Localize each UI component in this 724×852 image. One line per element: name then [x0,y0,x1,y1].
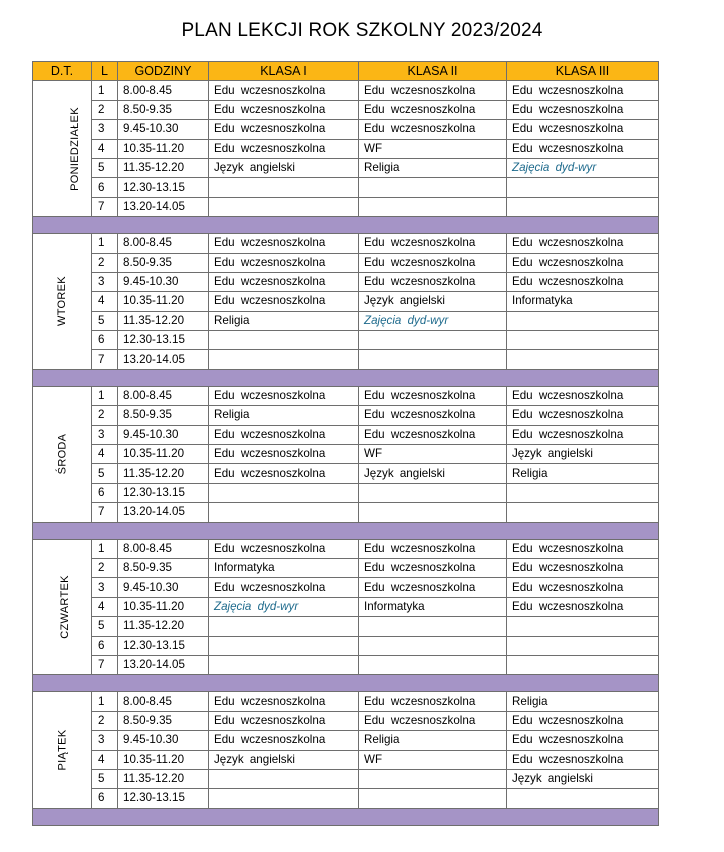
lesson-number: 2 [92,711,118,730]
class-3-subject: Edu wczesnoszkolna [507,100,659,119]
lesson-time: 11.35-12.20 [118,311,209,330]
table-row [33,386,659,405]
class-3-subject [507,178,659,197]
lesson-number: 6 [92,789,118,808]
table-row [33,617,659,636]
class-2-subject [359,636,507,655]
class-2-subject [359,503,507,522]
table-row [33,292,659,311]
table-row [33,425,659,444]
lesson-time: 12.30-13.15 [118,178,209,197]
table-row [33,769,659,788]
class-1-subject [209,503,359,522]
class-1-subject: Edu wczesnoszkolna [209,272,359,291]
table-row [33,253,659,272]
class-2-subject: Edu wczesnoszkolna [359,386,507,405]
table-row [33,81,659,100]
table-row [33,711,659,730]
table-row [33,120,659,139]
lesson-time: 8.00-8.45 [118,386,209,405]
lesson-number: 1 [92,539,118,558]
table-row [33,464,659,483]
lesson-time: 11.35-12.20 [118,158,209,177]
lesson-number: 6 [92,178,118,197]
separator-cell [33,522,659,539]
lesson-time: 8.00-8.45 [118,539,209,558]
class-1-subject: Język angielski [209,750,359,769]
class-2-subject: Edu wczesnoszkolna [359,578,507,597]
lesson-time: 10.35-11.20 [118,750,209,769]
lesson-number: 2 [92,406,118,425]
class-3-subject: Religia [507,464,659,483]
day-cell [33,692,92,808]
class-3-subject: Edu wczesnoszkolna [507,711,659,730]
lesson-number: 4 [92,139,118,158]
lesson-number: 3 [92,120,118,139]
class-3-subject: Język angielski [507,769,659,788]
class-2-subject: WF [359,445,507,464]
lesson-number: 1 [92,81,118,100]
lesson-time: 13.20-14.05 [118,503,209,522]
lesson-time: 13.20-14.05 [118,350,209,369]
lesson-number: 5 [92,464,118,483]
class-3-subject: Edu wczesnoszkolna [507,386,659,405]
lesson-time: 12.30-13.15 [118,789,209,808]
class-3-subject [507,655,659,674]
class-3-subject: Edu wczesnoszkolna [507,578,659,597]
class-3-subject: Edu wczesnoszkolna [507,234,659,253]
lesson-time: 8.50-9.35 [118,558,209,577]
lesson-number: 6 [92,331,118,350]
table-row [33,731,659,750]
class-2-subject: Edu wczesnoszkolna [359,120,507,139]
lesson-time: 11.35-12.20 [118,464,209,483]
class-3-subject: Edu wczesnoszkolna [507,425,659,444]
lesson-time: 10.35-11.20 [118,597,209,616]
separator-cell [33,217,659,234]
lesson-time: 10.35-11.20 [118,445,209,464]
class-1-subject: Edu wczesnoszkolna [209,234,359,253]
table-row [33,483,659,502]
lesson-number: 5 [92,769,118,788]
separator-cell [33,369,659,386]
class-1-subject: Edu wczesnoszkolna [209,292,359,311]
lesson-time: 13.20-14.05 [118,655,209,674]
class-1-subject [209,331,359,350]
class-2-subject: Edu wczesnoszkolna [359,711,507,730]
class-1-subject: Zajęcia dyd-wyr [209,597,359,616]
header-class-2: KLASA II [359,62,507,81]
lesson-number: 3 [92,272,118,291]
class-2-subject [359,178,507,197]
class-3-subject: Edu wczesnoszkolna [507,253,659,272]
table-row [33,445,659,464]
table-row [33,655,659,674]
class-2-subject: Język angielski [359,464,507,483]
table-row [33,558,659,577]
class-1-subject [209,350,359,369]
class-2-subject [359,350,507,369]
schedule-table [32,61,659,826]
class-1-subject: Edu wczesnoszkolna [209,711,359,730]
lesson-number: 3 [92,731,118,750]
class-2-subject: Edu wczesnoszkolna [359,253,507,272]
lesson-number: 3 [92,578,118,597]
class-3-subject [507,483,659,502]
class-3-subject: Edu wczesnoszkolna [507,558,659,577]
lesson-number: 4 [92,445,118,464]
class-2-subject: Informatyka [359,597,507,616]
class-1-subject: Edu wczesnoszkolna [209,81,359,100]
table-row [33,692,659,711]
class-1-subject [209,197,359,216]
class-3-subject [507,331,659,350]
header-day: D.T. [33,62,92,81]
class-3-subject: Edu wczesnoszkolna [507,731,659,750]
lesson-time: 8.50-9.35 [118,253,209,272]
table-row [33,350,659,369]
day-name: PONIEDZIAŁEK [68,106,81,191]
table-row [33,636,659,655]
class-3-subject [507,503,659,522]
class-2-subject: Język angielski [359,292,507,311]
lesson-time: 12.30-13.15 [118,331,209,350]
lesson-number: 4 [92,750,118,769]
lesson-number: 7 [92,197,118,216]
table-row [33,539,659,558]
class-2-subject: Edu wczesnoszkolna [359,558,507,577]
lesson-number: 2 [92,100,118,119]
class-2-subject [359,331,507,350]
class-2-subject: Edu wczesnoszkolna [359,272,507,291]
lesson-time: 9.45-10.30 [118,731,209,750]
table-row [33,197,659,216]
class-1-subject [209,178,359,197]
class-2-subject [359,617,507,636]
table-row [33,272,659,291]
class-2-subject [359,197,507,216]
class-1-subject [209,617,359,636]
class-2-subject: WF [359,750,507,769]
class-1-subject: Edu wczesnoszkolna [209,386,359,405]
class-1-subject [209,636,359,655]
class-3-subject [507,636,659,655]
class-3-subject [507,617,659,636]
class-2-subject [359,483,507,502]
schedule-body [33,81,659,825]
day-name: ŚRODA [56,433,68,475]
table-row [33,139,659,158]
day-separator [33,675,659,692]
lesson-number: 1 [92,234,118,253]
class-1-subject: Edu wczesnoszkolna [209,425,359,444]
lesson-number: 4 [92,597,118,616]
lesson-number: 5 [92,617,118,636]
lesson-time: 11.35-12.20 [118,769,209,788]
lesson-number: 3 [92,425,118,444]
lesson-time: 8.00-8.45 [118,692,209,711]
header-lesson-number: L [92,62,118,81]
class-3-subject [507,311,659,330]
lesson-time: 8.00-8.45 [118,81,209,100]
table-row [33,100,659,119]
day-name: PIĄTEK [56,729,68,771]
class-1-subject: Edu wczesnoszkolna [209,539,359,558]
class-1-subject: Religia [209,311,359,330]
lesson-time: 13.20-14.05 [118,197,209,216]
table-row [33,158,659,177]
separator-cell [33,808,659,825]
class-3-subject: Edu wczesnoszkolna [507,272,659,291]
lesson-time: 12.30-13.15 [118,636,209,655]
lesson-number: 6 [92,636,118,655]
class-2-subject: Edu wczesnoszkolna [359,234,507,253]
class-3-subject: Edu wczesnoszkolna [507,120,659,139]
lesson-time: 9.45-10.30 [118,425,209,444]
lesson-number: 2 [92,558,118,577]
lesson-number: 1 [92,692,118,711]
table-row [33,406,659,425]
class-1-subject [209,769,359,788]
class-3-subject [507,197,659,216]
day-cell [33,539,92,675]
class-3-subject [507,350,659,369]
lesson-number: 7 [92,503,118,522]
day-cell [33,234,92,370]
table-row [33,503,659,522]
lesson-time: 9.45-10.30 [118,272,209,291]
class-3-subject: Język angielski [507,445,659,464]
lesson-time: 9.45-10.30 [118,578,209,597]
class-3-subject: Edu wczesnoszkolna [507,539,659,558]
class-2-subject: Zajęcia dyd-wyr [359,311,507,330]
lesson-time: 9.45-10.30 [118,120,209,139]
class-1-subject: Edu wczesnoszkolna [209,464,359,483]
class-2-subject: WF [359,139,507,158]
class-1-subject: Język angielski [209,158,359,177]
class-3-subject: Edu wczesnoszkolna [507,139,659,158]
header-class-3: KLASA III [507,62,659,81]
table-row [33,578,659,597]
day-separator [33,808,659,825]
class-1-subject: Edu wczesnoszkolna [209,120,359,139]
class-2-subject: Edu wczesnoszkolna [359,692,507,711]
class-1-subject: Edu wczesnoszkolna [209,253,359,272]
table-row [33,750,659,769]
class-1-subject [209,789,359,808]
class-2-subject [359,789,507,808]
class-3-subject: Edu wczesnoszkolna [507,597,659,616]
class-1-subject: Edu wczesnoszkolna [209,445,359,464]
lesson-time: 8.50-9.35 [118,100,209,119]
lesson-time: 8.00-8.45 [118,234,209,253]
class-3-subject: Edu wczesnoszkolna [507,406,659,425]
class-1-subject: Edu wczesnoszkolna [209,139,359,158]
lesson-time: 12.30-13.15 [118,483,209,502]
separator-cell [33,675,659,692]
lesson-time: 11.35-12.20 [118,617,209,636]
table-row [33,234,659,253]
lesson-number: 7 [92,655,118,674]
class-2-subject: Edu wczesnoszkolna [359,81,507,100]
lesson-number: 2 [92,253,118,272]
table-row [33,331,659,350]
class-1-subject [209,655,359,674]
class-1-subject: Edu wczesnoszkolna [209,731,359,750]
class-1-subject: Religia [209,406,359,425]
lesson-time: 8.50-9.35 [118,406,209,425]
day-name: WTOREK [55,276,68,327]
class-2-subject: Religia [359,731,507,750]
class-3-subject: Informatyka [507,292,659,311]
lesson-number: 7 [92,350,118,369]
table-row [33,597,659,616]
class-3-subject: Edu wczesnoszkolna [507,750,659,769]
day-name: CZWARTEK [58,575,71,639]
class-3-subject [507,789,659,808]
day-separator [33,522,659,539]
class-3-subject: Edu wczesnoszkolna [507,81,659,100]
class-3-subject: Religia [507,692,659,711]
table-row [33,789,659,808]
header-hours: GODZINY [118,62,209,81]
lesson-time: 8.50-9.35 [118,711,209,730]
table-row [33,311,659,330]
class-1-subject: Informatyka [209,558,359,577]
day-separator [33,217,659,234]
class-2-subject [359,769,507,788]
header-row [33,62,659,81]
lesson-number: 6 [92,483,118,502]
lesson-time: 10.35-11.20 [118,292,209,311]
day-cell [33,386,92,522]
class-2-subject: Edu wczesnoszkolna [359,406,507,425]
lesson-number: 5 [92,311,118,330]
class-3-subject: Zajęcia dyd-wyr [507,158,659,177]
class-2-subject: Edu wczesnoszkolna [359,425,507,444]
lesson-number: 4 [92,292,118,311]
class-2-subject: Edu wczesnoszkolna [359,539,507,558]
class-1-subject: Edu wczesnoszkolna [209,578,359,597]
header-class-1: KLASA I [209,62,359,81]
class-1-subject: Edu wczesnoszkolna [209,692,359,711]
class-1-subject: Edu wczesnoszkolna [209,100,359,119]
table-row [33,178,659,197]
page-title: PLAN LEKCJI ROK SZKOLNY 2023/2024 [181,20,543,41]
lesson-number: 1 [92,386,118,405]
class-1-subject [209,483,359,502]
lesson-number: 5 [92,158,118,177]
class-2-subject: Edu wczesnoszkolna [359,100,507,119]
day-separator [33,369,659,386]
class-2-subject: Religia [359,158,507,177]
class-2-subject [359,655,507,674]
lesson-time: 10.35-11.20 [118,139,209,158]
day-cell [33,81,92,217]
